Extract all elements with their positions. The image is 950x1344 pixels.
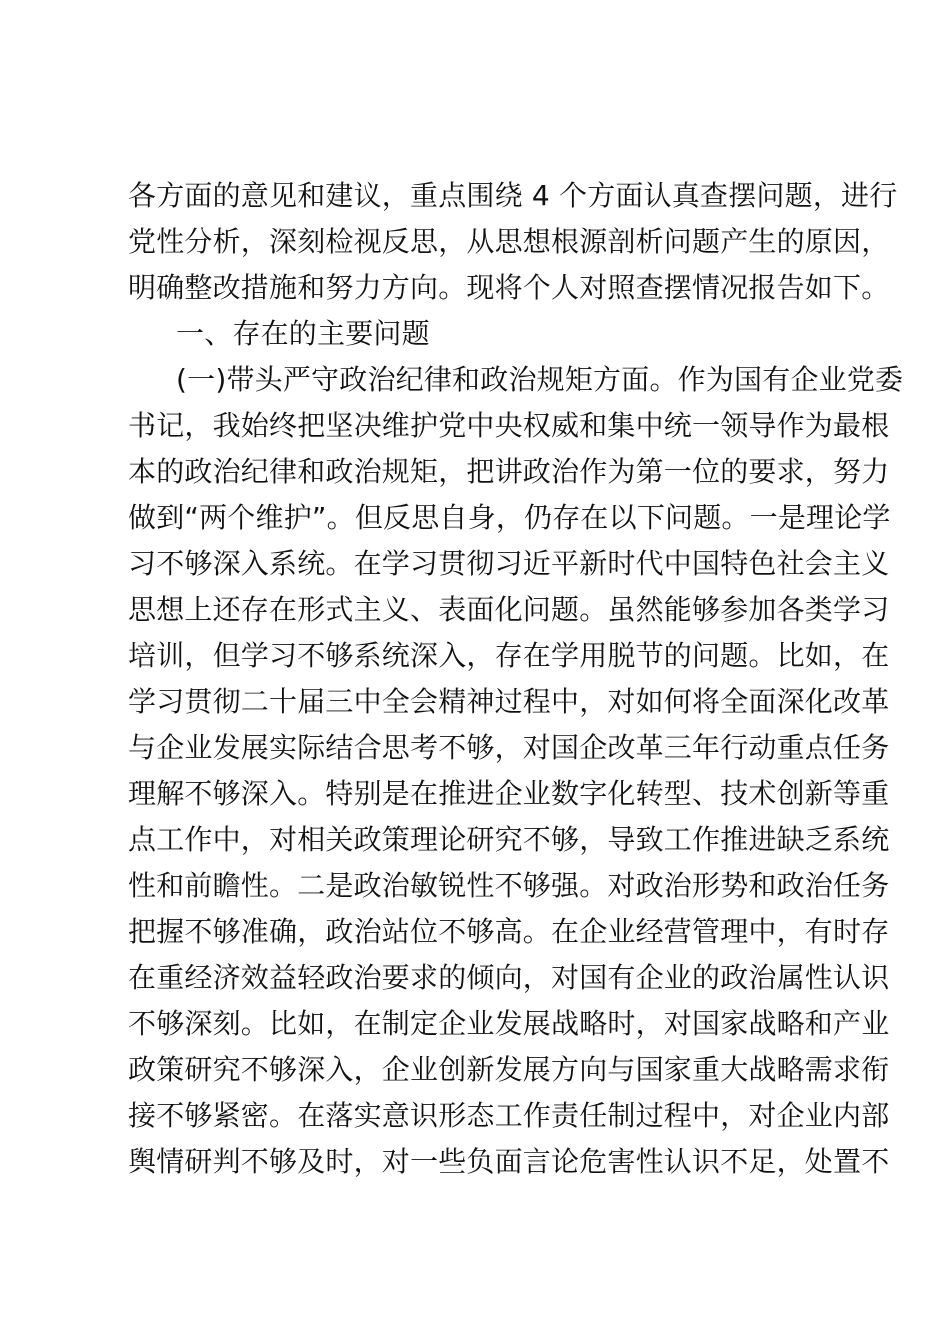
text-line-15: 点工作中，对相关政策理论研究不够，导致工作推进缺乏系统 [128,823,890,856]
text-line-18: 在重经济效益轻政治要求的倾向，对国有企业的政治属性认识 [128,961,890,994]
text-line-14: 理解不够深入。特别是在推进企业数字化转型、技术创新等重 [128,777,890,810]
text-line-12: 学习贯彻二十届三中全会精神过程中，对如何将全面深化改革 [128,685,890,718]
text-line-3: 明确整改措施和努力方向。现将个人对照查摆情况报告如下。 [128,271,890,304]
text-line-2: 党性分析，深刻检视反思，从思想根源剖析问题产生的原因， [128,225,890,258]
text-line-13: 与企业发展实际结合思考不够，对国企改革三年行动重点任务 [128,731,890,764]
text-line-11: 培训，但学习不够系统深入，存在学用脱节的问题。比如，在 [128,639,890,672]
text-line-21: 接不够紧密。在落实意识形态工作责任制过程中，对企业内部 [128,1099,890,1132]
text-line-17: 把握不够准确，政治站位不够高。在企业经营管理中，有时存 [128,915,890,948]
text-line-6: 书记，我始终把坚决维护党中央权威和集中统一领导作为最根 [128,409,890,442]
text-line-8: 做到“两个维护”。但反思自身，仍存在以下问题。一是理论学 [128,501,891,534]
text-line-10: 思想上还存在形式主义、表面化问题。虽然能够参加各类学习 [128,593,890,626]
text-line-19: 不够深刻。比如，在制定企业发展战略时，对国家战略和产业 [128,1007,890,1040]
text-line-22: 舆情研判不够及时，对一些负面言论危害性认识不足，处置不 [128,1145,890,1178]
subsection-start-line: (一)带头严守政治纪律和政治规矩方面。作为国有企业党委 [176,363,904,396]
text-line-1: 各方面的意见和建议，重点围绕 4 个方面认真查摆问题，进行 [128,179,898,212]
text-line-7: 本的政治纪律和政治规矩，把讲政治作为第一位的要求，努力 [128,455,890,488]
text-line-20: 政策研究不够深入，企业创新发展方向与国家重大战略需求衔 [128,1053,890,1086]
text-line-16: 性和前瞻性。二是政治敏锐性不够强。对政治形势和政治任务 [128,869,890,902]
text-line-9: 习不够深入系统。在学习贯彻习近平新时代中国特色社会主义 [128,547,890,580]
section-heading: 一、存在的主要问题 [176,317,430,350]
